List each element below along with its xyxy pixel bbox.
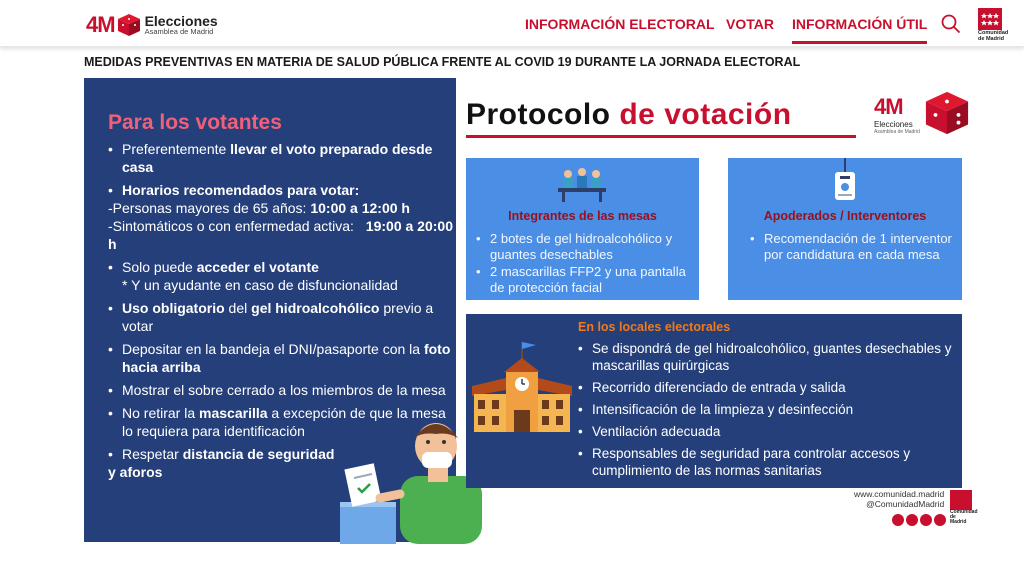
logo-subtitle: Asamblea de Madrid [144, 27, 214, 37]
cube-logo-icon [924, 90, 970, 136]
voters-title: Para los votantes [108, 111, 282, 134]
school-building-icon [470, 340, 574, 434]
list-item: • Solo puede acceder el votante * Y un ayudante en caso de disfuncionalidad [108, 258, 453, 294]
cam-flag [978, 8, 1002, 30]
list-item: • Preferentemente llevar el voto preparado desde casa [108, 140, 453, 176]
proxies-list [750, 231, 956, 264]
logo2-subtitle: Asamblea de Madrid [874, 129, 920, 135]
social-links [892, 514, 946, 526]
list-item: • Se dispondrá de gel hidroalcohólico, guantes desechables y mascarillas quirúrgicas [578, 340, 956, 374]
list-item: • Depositar en la bandeja el DNI/pasaporte con la foto hacia arriba [108, 340, 453, 376]
list-item: • Mostrar el sobre cerrado a los miembros de la mesa [108, 381, 453, 399]
footer-contact [854, 489, 944, 509]
elecciones-logo [874, 90, 974, 140]
proxies-title: Apoderados / Interventores [763, 209, 927, 223]
list-item: • 2 botes de gel hidroalcohólico y guantes desechables [476, 231, 693, 263]
logo-title: Elecciones [144, 13, 218, 30]
premises-title: En los locales electorales [578, 320, 731, 334]
infographic [84, 78, 978, 544]
footer-handle[interactable]: @ComunidadMadrid [866, 499, 945, 509]
comunidad-madrid-footer-logo [950, 490, 978, 525]
list-item: y aforos [108, 464, 163, 480]
list-item: • 2 mascarillas FFP2 y una pantalla de protección facial [476, 264, 693, 296]
tables-list [476, 231, 693, 297]
facebook-icon[interactable] [892, 514, 904, 526]
instagram-icon[interactable] [920, 514, 932, 526]
logo2-mark: 4M [874, 94, 903, 119]
cam-label: Comunidad de Madrid [950, 509, 978, 525]
youtube-icon[interactable] [934, 514, 946, 526]
list-item: • Recorrido diferenciado de entrada y salida [578, 379, 956, 396]
footer-url[interactable]: www.comunidad.madrid [854, 489, 945, 499]
list-item: • Responsables de seguridad para controlar accesos y cumplimiento de las normas sanitarias [578, 445, 956, 479]
list-item: • Horarios recomendados para votar: [108, 181, 453, 199]
tables-title: Integrantes de las mesas [508, 209, 657, 223]
list-item: -Personas mayores de 65 años: 10:00 a 12:00 h [108, 200, 410, 216]
proxies-card [728, 158, 962, 300]
list-item: • Respetar distancia de seguridad [108, 445, 453, 463]
comunidad-madrid-logo[interactable] [978, 8, 1009, 42]
nav-informacion-electoral[interactable]: INFORMACIÓN ELECTORAL [525, 16, 715, 32]
logo-text [145, 14, 218, 36]
list-item: -Sintomáticos o con enfermedad activa: 19:00 a 20:00 h [108, 218, 453, 252]
logo2-title: Elecciones [874, 120, 913, 129]
table-members-icon [554, 162, 610, 204]
stars-icon [978, 8, 1002, 30]
list-item: • Ventilación adecuada [578, 423, 956, 440]
protocol-title: Protocolo de votación [466, 98, 792, 131]
site-logo[interactable] [86, 12, 218, 38]
twitter-icon[interactable] [906, 514, 918, 526]
list-item: • Intensificación de la limpieza y desinfección [578, 401, 956, 418]
list-item: • Recomendación de 1 interventor por candidatura en cada mesa [750, 231, 956, 263]
logo-mark: 4M [86, 12, 115, 37]
list-item: • Uso obligatorio del gel hidroalcohólico previo a votar [108, 299, 453, 335]
title-underline [466, 135, 856, 138]
site-header [0, 0, 1024, 47]
tables-card [466, 158, 699, 300]
voters-panel [84, 78, 456, 542]
list-item: • No retirar la mascarilla a excepción de que la mesa lo requiera para identificación [108, 404, 453, 440]
id-badge-icon [832, 158, 858, 204]
cam-label: Comunidad de Madrid [978, 30, 1009, 42]
search-icon[interactable] [941, 14, 961, 34]
nav-informacion-util[interactable]: INFORMACIÓN ÚTIL [792, 16, 928, 32]
premises-list [578, 340, 956, 484]
premises-card [466, 314, 962, 488]
cube-logo-icon [117, 13, 141, 37]
page-subtitle: MEDIDAS PREVENTIVAS EN MATERIA DE SALUD PÚBLICA FRENTE AL COVID 19 DURANTE LA JORNADA ELECTORAL [84, 55, 801, 69]
nav-votar[interactable]: VOTAR [726, 16, 774, 32]
cam-flag [950, 490, 972, 510]
